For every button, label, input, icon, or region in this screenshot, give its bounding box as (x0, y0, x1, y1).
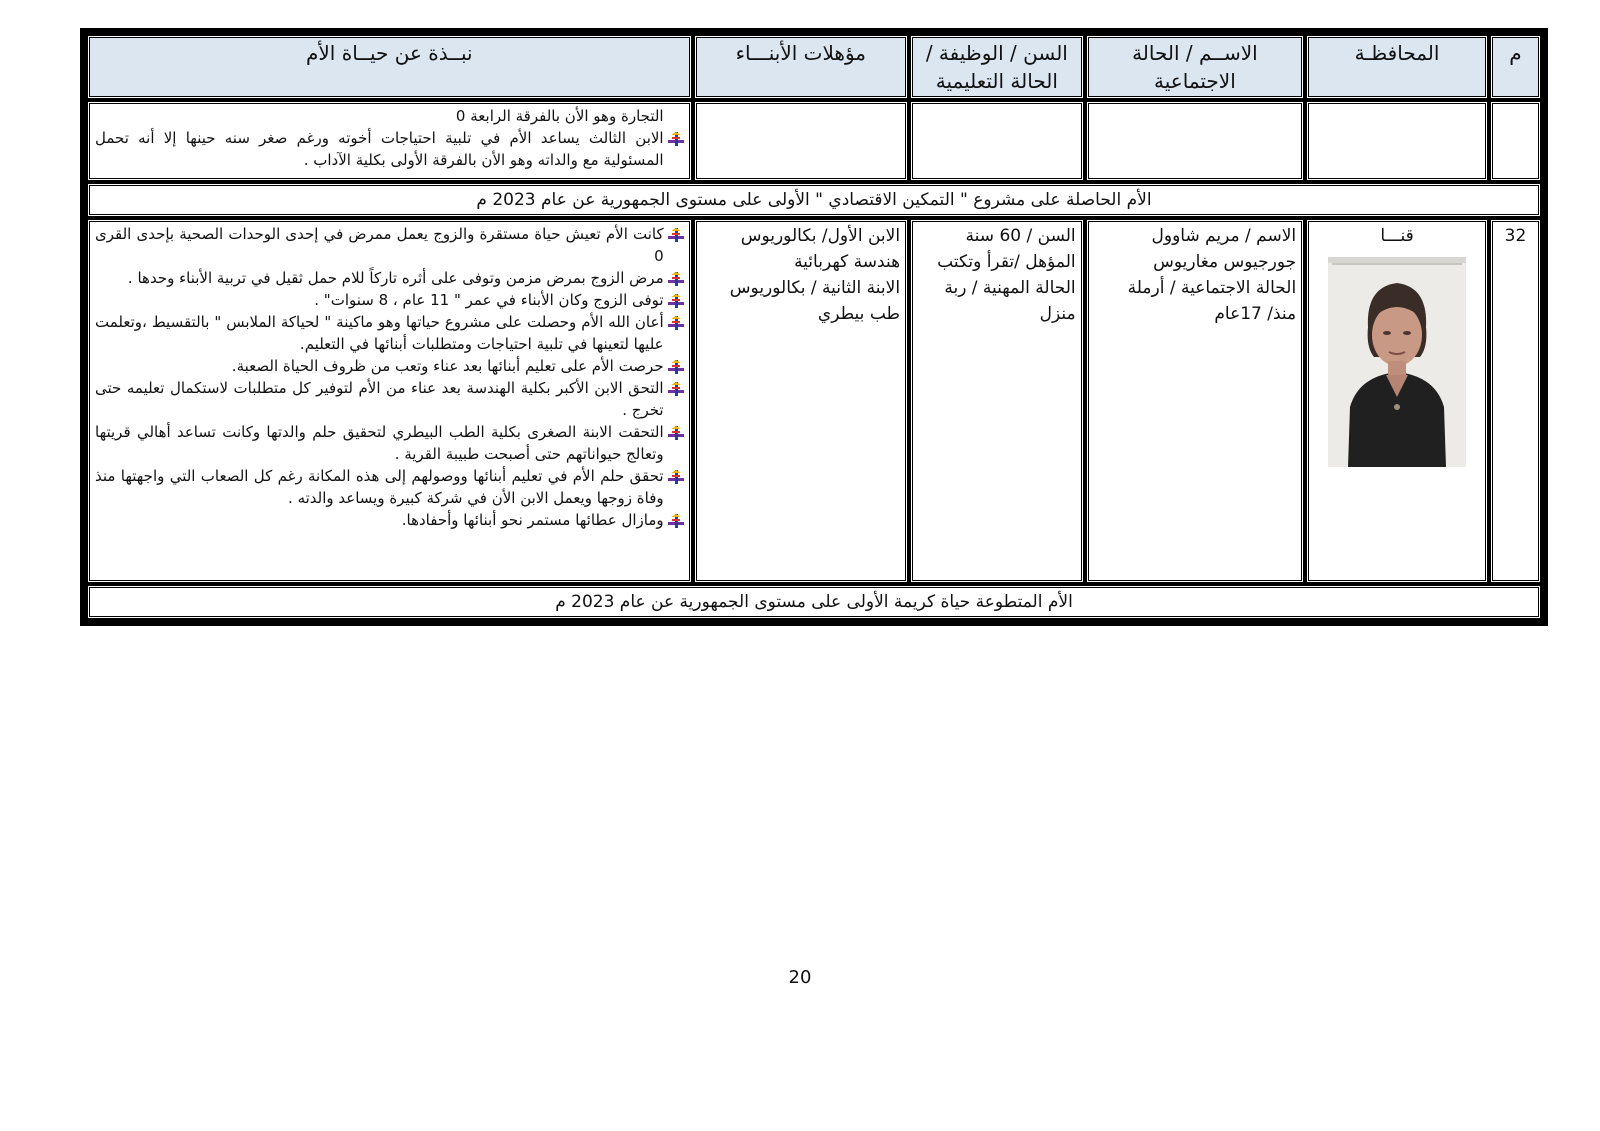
banner-row (88, 184, 1540, 216)
section-banner: الأم الحاصلة على مشروع " التمكين الاقتصادي " الأولى على مستوى الجمهورية عن عام 2023 م (88, 184, 1540, 216)
entry-age (911, 220, 1083, 582)
continuation-line: التجارة وهو الأن بالفرقة الرابعة 0 (455, 107, 664, 125)
bio-item-text: مرض الزوج بمرض مزمن وتوفى على أثره تاركاً للام حمل ثقيل في تربية الأبناء وحدها . (127, 269, 664, 287)
entry-children (695, 220, 907, 582)
bio-item-text: التحقت الابنة الصغرى بكلية الطب البيطري لتحقيق حلم والدتها وكانت تساعد أهالي قريتها وتعالج حيواناتهم حتى أصبحت طبيبة القرية . (95, 423, 664, 463)
entry-bio (88, 220, 691, 582)
continuation-bio (88, 102, 691, 180)
bio-item (95, 509, 684, 531)
continuation-name (1087, 102, 1304, 180)
photo-frame (1314, 257, 1480, 475)
entry-number: 32 (1491, 220, 1540, 582)
portrait-photo (1328, 257, 1466, 467)
bio-item (95, 311, 684, 355)
continuation-row (88, 102, 1540, 180)
bio-item-text: حرصت الأم على تعليم أبنائها بعد عناء وتعب من ظروف الحياة الصعبة. (231, 357, 664, 375)
bio-item-text: ومازال عطائها مستمر نحو أبنائها وأحفادها. (401, 511, 664, 529)
child-2: الابنة الثانية / بكالوريوس طب بيطري (729, 278, 901, 324)
colored-arrow-bullet-icon (668, 514, 684, 528)
colored-arrow-bullet-icon (668, 360, 684, 374)
continuation-age (911, 102, 1083, 180)
table-header-row (88, 36, 1540, 98)
social-line: الحالة الاجتماعية / أرملة منذ/ 17عام (1127, 278, 1297, 324)
bio-item (95, 223, 684, 267)
bio-item-text: تحقق حلم الأم في تعليم أبنائها ووصولهم إلى هذه المكانة رغم كل الصعاب التي واجهتها منذ وفاة زوجها ويعمل الابن الأن في شركة كبيرة ويساعد والدته . (95, 467, 664, 507)
header-governorate: المحافظـة (1307, 36, 1487, 98)
header-name: الاســم / الحالة الاجتماعية (1087, 36, 1304, 98)
bio-item (95, 355, 684, 377)
entry-row (88, 220, 1540, 582)
bio-item-text: توفى الزوج وكان الأبناء في عمر " 11 عام ، 8 سنوات" . (314, 291, 664, 309)
page-number: 20 (788, 967, 812, 988)
age-line: السن / 60 سنة (965, 226, 1076, 246)
colored-arrow-bullet-icon (668, 382, 684, 396)
colored-arrow-bullet-icon (668, 132, 684, 146)
bio-item (95, 267, 684, 289)
entry-name (1087, 220, 1304, 582)
header-age: السن / الوظيفة / الحالة التعليمية (911, 36, 1083, 98)
continuation-number (1491, 102, 1540, 180)
bio-item-text: كانت الأم تعيش حياة مستقرة والزوج يعمل ممرض في إحدى الوحدات الصحية بإحدى القرى 0 (95, 225, 664, 265)
bio-item (95, 289, 684, 311)
header-children: مؤهلات الأبنـــاء (695, 36, 907, 98)
colored-arrow-bullet-icon (668, 272, 684, 286)
bio-list (95, 223, 684, 531)
colored-arrow-bullet-icon (668, 228, 684, 242)
name-line: الاسم / مريم شاوول جورجيوس مغاريوس (1151, 226, 1297, 272)
bio-item (95, 377, 684, 421)
header-number: م (1491, 36, 1540, 98)
qualification-line: المؤهل /تقرأ وتكتب (937, 252, 1076, 272)
colored-arrow-bullet-icon (668, 470, 684, 484)
profiles-table (80, 28, 1548, 626)
section-banner: الأم المتطوعة حياة كريمة الأولى على مستوى الجمهورية عن عام 2023 م (88, 586, 1540, 618)
bio-item (95, 127, 684, 171)
continuation-children (695, 102, 907, 180)
bio-item (95, 421, 684, 465)
colored-arrow-bullet-icon (668, 294, 684, 308)
governorate-value: قنـــا (1380, 226, 1414, 246)
job-line: الحالة المهنية / ربة منزل (944, 278, 1076, 324)
bio-item-text: الابن الثالث يساعد الأم في تلبية احتياجات أخوته ورغم صغر سنه حينها إلا أنه تحمل المسئولية مع والداته وهو الأن بالفرقة الأولى بكلية الآداب . (95, 129, 664, 169)
colored-arrow-bullet-icon (668, 426, 684, 440)
colored-arrow-bullet-icon (668, 316, 684, 330)
bio-item-text: التحق الابن الأكبر بكلية الهندسة بعد عناء من الأم لتوفير كل متطلبات لاستكمال تعليمه حتى تخرج . (95, 379, 664, 419)
continuation-governorate (1307, 102, 1487, 180)
child-1: الابن الأول/ بكالوريوس هندسة كهربائية (740, 226, 901, 272)
entry-governorate (1307, 220, 1487, 582)
bio-item (95, 465, 684, 509)
header-bio: نبــذة عن حيــاة الأم (88, 36, 691, 98)
bio-item-text: أعان الله الأم وحصلت على مشروع حياتها وهو ماكينة " لحياكة الملابس " بالتقسيط ،وتعلمت عليها لتعينها في تلبية احتياجات ومتطلبات أبنائها في التعليم. (95, 313, 664, 353)
banner-row (88, 586, 1540, 618)
